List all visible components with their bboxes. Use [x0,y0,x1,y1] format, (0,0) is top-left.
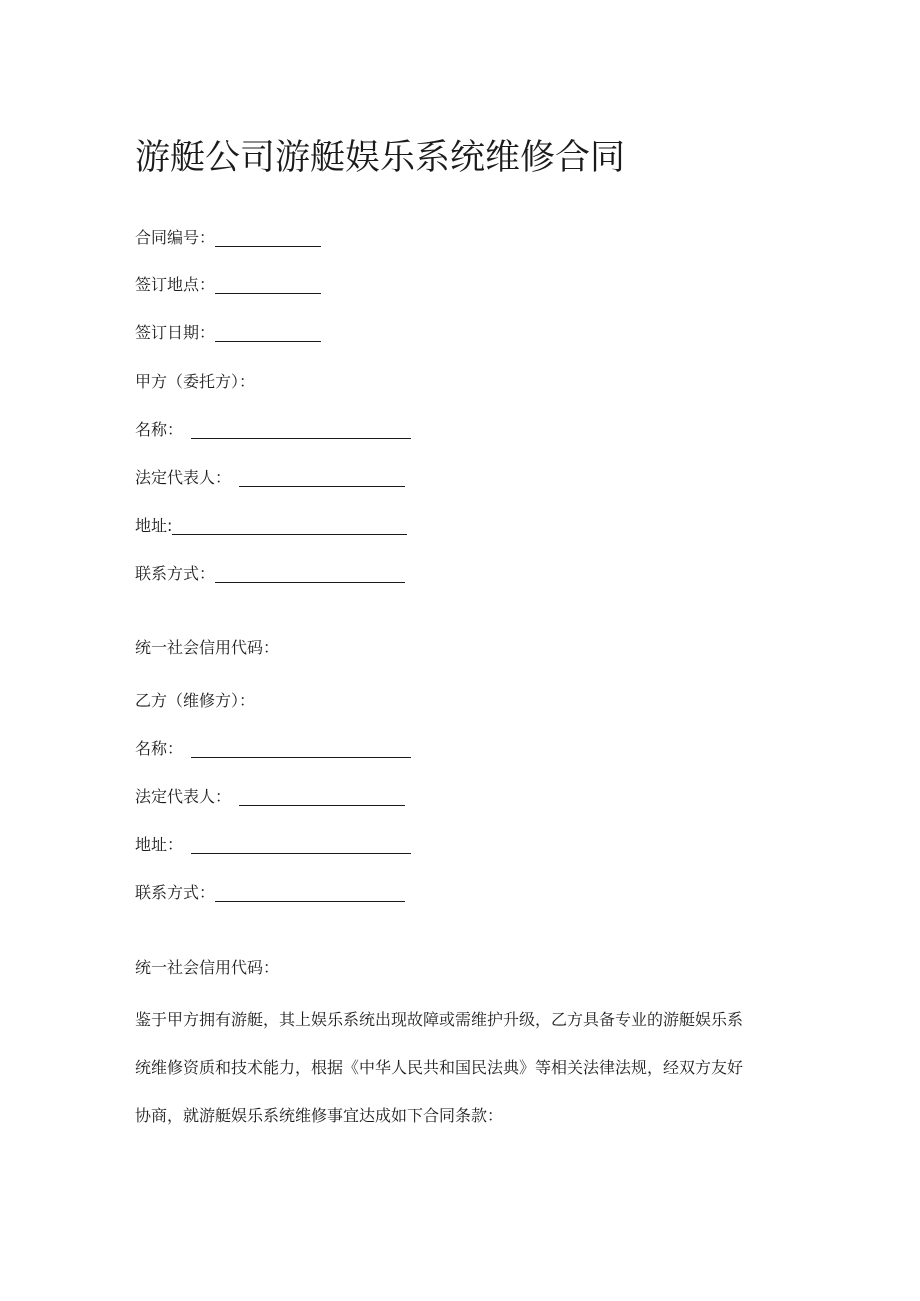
party-a-contact-blank[interactable] [215,564,405,583]
sign-place-field [135,273,321,297]
party-b-contact-field [135,881,405,905]
party-a-name-label: 名称： [135,420,184,439]
sign-date-label: 签订日期： [135,323,216,342]
party-a-credit-code: 统一社会信用代码： [135,638,280,657]
party-a-name-blank[interactable] [191,420,411,439]
party-a-address-field [135,514,407,538]
document-title: 游艇公司游艇娱乐系统维修合同 [135,138,626,178]
preamble-line-3: 协商，就游艇娱乐系统维修事宜达成如下合同条款： [135,1106,504,1125]
party-a-address-label: 地址: [135,516,173,535]
party-a-heading: 甲方（委托方）： [135,372,256,391]
preamble-line-1: 鉴于甲方拥有游艇，其上娱乐系统出现故障或需维护升级，乙方具备专业的游艇娱乐系 [135,1010,744,1029]
contract-number-label: 合同编号： [135,228,216,247]
sign-date-field [135,321,321,345]
party-b-address-label: 地址： [135,835,184,854]
party-b-address-blank[interactable] [191,835,411,854]
party-a-rep-label: 法定代表人： [135,468,232,487]
party-b-credit-code: 统一社会信用代码： [135,958,280,977]
party-a-name-field [135,418,411,442]
party-b-contact-blank[interactable] [215,883,405,902]
party-b-name-field [135,737,411,761]
party-a-rep-blank[interactable] [239,468,405,487]
party-a-address-blank[interactable] [172,516,407,535]
party-a-contact-field [135,562,405,586]
party-a-contact-label: 联系方式： [135,564,216,583]
party-b-heading: 乙方（维修方）： [135,691,256,710]
party-b-name-label: 名称： [135,739,184,758]
party-b-rep-label: 法定代表人： [135,787,232,806]
sign-place-label: 签订地点： [135,275,216,294]
party-a-rep-field [135,466,405,490]
party-b-rep-field [135,785,405,809]
party-b-rep-blank[interactable] [239,787,405,806]
sign-place-blank[interactable] [215,275,321,294]
preamble-line-2: 统维修资质和技术能力，根据《中华人民共和国民法典》等相关法律法规，经双方友好 [135,1058,744,1077]
contract-number-blank[interactable] [215,228,321,247]
party-b-address-field [135,833,411,857]
party-b-contact-label: 联系方式： [135,883,216,902]
sign-date-blank[interactable] [215,323,321,342]
party-b-name-blank[interactable] [191,739,411,758]
contract-number-field [135,226,321,250]
